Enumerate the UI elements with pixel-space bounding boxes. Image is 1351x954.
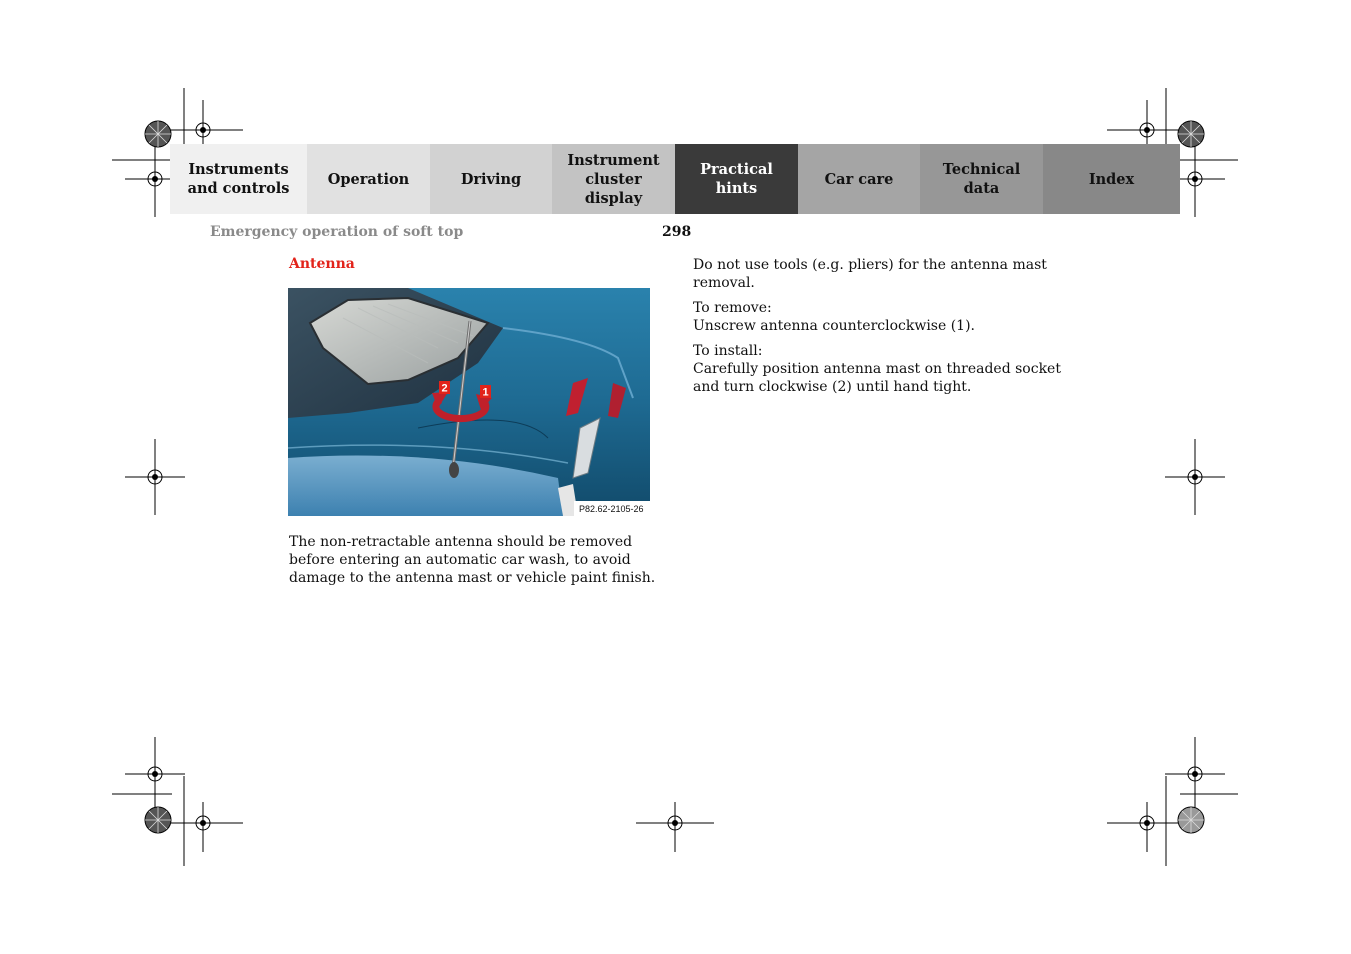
antenna-caption: The non-retractable antenna should be removed before entering an automatic car wash, to avoid damage to the antenna mast or vehicle paint finish. — [289, 534, 656, 586]
figure-label-2: 2 — [441, 382, 448, 395]
tab-label: Instrument cluster display — [567, 151, 660, 207]
tab-index[interactable] — [1043, 144, 1180, 214]
section-title: Antenna — [289, 256, 355, 272]
tab-technical-data[interactable] — [920, 144, 1043, 214]
tab-label: Index — [1088, 170, 1135, 188]
tab-instruments-and-controls[interactable] — [170, 144, 307, 214]
install-text: Carefully position antenna mast on threaded socket and turn clockwise (2) until hand tight. — [693, 361, 1061, 395]
figure-label-1: 1 — [482, 386, 489, 399]
tab-practical-hints[interactable] — [675, 144, 798, 214]
tab-instrument-cluster-display[interactable] — [552, 144, 675, 214]
remove-label: To remove: — [693, 300, 772, 316]
install-instruction — [693, 342, 1073, 396]
tab-driving[interactable] — [430, 144, 552, 214]
tab-label: Instruments and controls — [187, 161, 290, 197]
tab-label: Operation — [327, 170, 410, 188]
figure-code: P82.62-2105-26 — [579, 504, 644, 514]
tab-label: Technical data — [942, 161, 1021, 197]
remove-text: Unscrew antenna counterclockwise (1). — [693, 318, 975, 334]
install-label: To install: — [693, 343, 763, 359]
chapter-tab-bar — [170, 144, 1180, 214]
car-antenna-figure — [288, 288, 650, 516]
tab-label: Car care — [824, 170, 894, 188]
antenna-illustration — [288, 288, 650, 516]
instructions-column — [693, 256, 1073, 403]
tools-warning: Do not use tools (e.g. pliers) for the antenna mast removal. — [693, 257, 1047, 291]
tab-car-care[interactable] — [798, 144, 920, 214]
page-number: 298 — [662, 224, 692, 240]
tab-label: Driving — [460, 170, 522, 188]
remove-instruction — [693, 299, 1073, 335]
running-header-section: Emergency operation of soft top — [210, 224, 464, 240]
tab-operation[interactable] — [307, 144, 430, 214]
tab-label: Practical hints — [700, 161, 773, 197]
